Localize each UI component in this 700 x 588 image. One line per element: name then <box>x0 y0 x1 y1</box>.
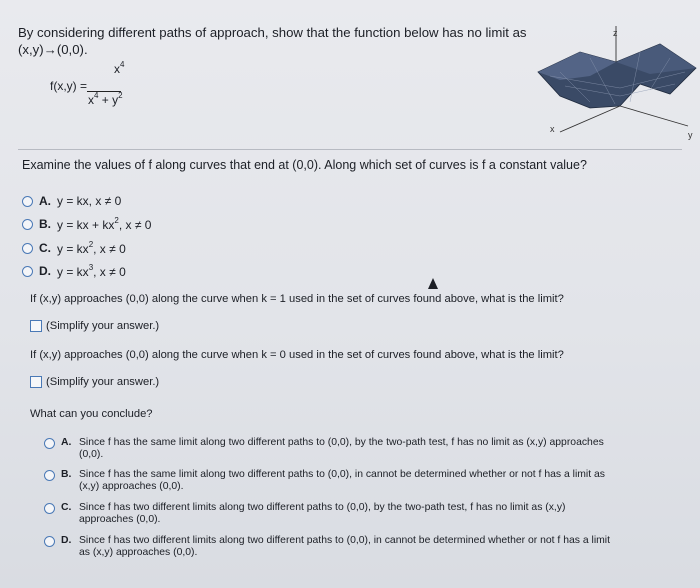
option-letter: D. <box>61 535 72 546</box>
simplify-hint: (Simplify your answer.) <box>46 376 160 388</box>
radio-button[interactable] <box>22 266 33 277</box>
option-text: Since f has two different limits along two different paths to (0,0), in cannot be determined whether or not f has a limit as (x,y) approaches (0,0). <box>79 535 610 558</box>
part4-prompt: What can you conclude? <box>30 408 153 420</box>
radio-button[interactable] <box>22 219 33 230</box>
option-letter: A. <box>39 194 51 208</box>
z-axis-label: z <box>613 28 618 38</box>
function-lhs: f(x,y) = <box>50 79 88 93</box>
radio-button[interactable] <box>44 503 55 514</box>
part4-option-a[interactable] <box>44 437 664 461</box>
radio-button[interactable] <box>44 470 55 481</box>
option-letter: D. <box>39 264 51 278</box>
answer-input-box[interactable] <box>30 376 42 388</box>
part1-prompt: Examine the values of f along curves that end at (0,0). Along which set of curves is f a constant value? <box>22 158 587 172</box>
option-letter: B. <box>61 469 72 480</box>
option-text: y = kx + $kx^2$, x ≠ 0 <box>57 216 152 232</box>
question-line-1: By considering different paths of approach, show that the function below has no limit as <box>18 25 527 40</box>
radio-button[interactable] <box>22 196 33 207</box>
part4-option-b[interactable] <box>44 469 664 493</box>
section-divider <box>18 149 682 150</box>
part1-option-d[interactable] <box>22 263 126 279</box>
option-text: y = kx, x ≠ 0 <box>57 194 122 208</box>
option-text: Since f has the same limit along two different paths to (0,0), by the two-path test, f has no limit as (x,y) approaches (0,0). <box>79 437 604 460</box>
option-letter: C. <box>61 502 72 513</box>
option-text: $y = kx^3$, x ≠ 0 <box>57 263 126 279</box>
simplify-hint: (Simplify your answer.) <box>46 320 160 332</box>
part2-answer[interactable] <box>30 320 159 332</box>
option-text: Since f has two different limits along two different paths to (0,0), by the two-path test, f has no limit as (x,y) approaches (0,0). <box>79 502 566 525</box>
option-text: Since f has the same limit along two different paths to (0,0), in cannot be determined whether or not f has a limit as (x,y) approaches (0,0). <box>79 469 605 492</box>
part4-option-c[interactable] <box>44 502 664 526</box>
y-axis-label: y <box>688 130 693 140</box>
option-letter: A. <box>61 437 72 448</box>
radio-button[interactable] <box>44 536 55 547</box>
x-axis <box>560 106 620 132</box>
radio-button[interactable] <box>44 438 55 449</box>
function-numerator: $x^4$ <box>114 60 125 76</box>
surface-graph-image <box>520 14 698 154</box>
function-formula <box>50 62 170 112</box>
question-line-2: (x,y)→(0,0). <box>18 42 88 57</box>
part1-option-c[interactable] <box>22 240 126 256</box>
radio-button[interactable] <box>22 243 33 254</box>
part1-option-a[interactable] <box>22 194 121 208</box>
part1-option-b[interactable] <box>22 216 151 232</box>
part2-prompt: If (x,y) approaches (0,0) along the curve when k = 1 used in the set of curves found above, what is the limit? <box>30 293 564 305</box>
option-letter: B. <box>39 217 51 231</box>
y-axis <box>620 106 688 126</box>
x-axis-label: x <box>550 124 555 134</box>
answer-input-box[interactable] <box>30 320 42 332</box>
part3-answer[interactable] <box>30 376 159 388</box>
part4-option-d[interactable] <box>44 535 664 559</box>
part3-prompt: If (x,y) approaches (0,0) along the curve when k = 0 used in the set of curves found above, what is the limit? <box>30 349 564 361</box>
option-text: $y = kx^2$, x ≠ 0 <box>57 240 126 256</box>
option-letter: C. <box>39 241 51 255</box>
question-header <box>18 24 538 58</box>
mouse-pointer-icon <box>428 278 438 289</box>
function-denominator: $x^4 + y^2$ <box>88 91 123 107</box>
